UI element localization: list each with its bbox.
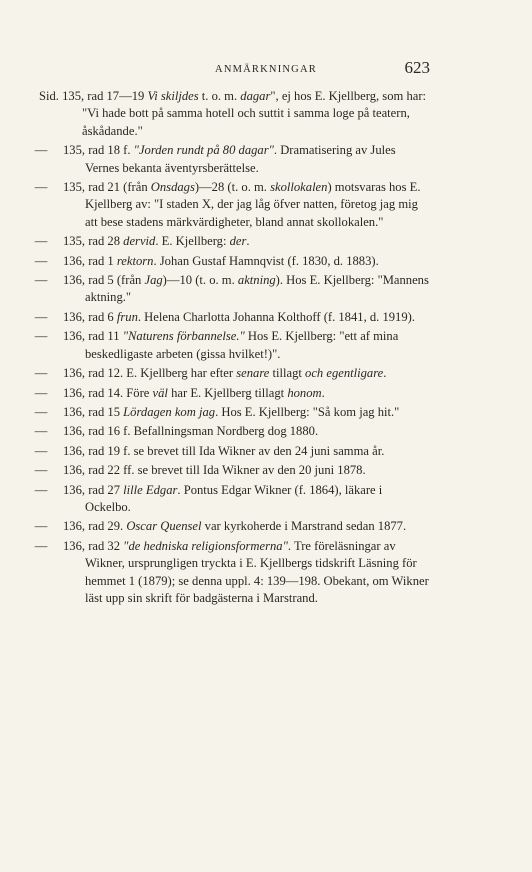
note-entry: — 136, rad 11 "Naturens förbannelse." Hos E. Kjellberg: "ett af mina beskedligaste arbeten (gissa hvilket!)". — [34, 329, 399, 361]
dash-marker: — — [34, 309, 48, 324]
note-entry: — 135, rad 28 dervid. E. Kjellberg: der. — [0, 233, 532, 250]
note-entry: — 136, rad 6 frun. Helena Charlotta Johanna Kolthoff (f. 1841, d. 1919). — [0, 309, 532, 326]
dash-marker: — — [34, 253, 48, 268]
note-entry: — 136, rad 29. Oscar Quensel var kyrkoherde i Marstrand sedan 1877. — [0, 518, 532, 535]
dash-marker: — — [34, 538, 48, 553]
page-number: 623 — [404, 58, 430, 77]
note-entry: Sid. 135, rad 17—19 Vi skiljdes t. o. m. dagar", ej hos E. Kjellberg, som har: "Vi hade bott på samma hotell och suttit i samma loge på teatern, åskådande." — [39, 89, 427, 138]
running-head: ANMÄRKNINGAR — [215, 64, 317, 75]
dash-marker: — — [34, 366, 48, 381]
note-entry: — 135, rad 18 f. "Jorden rundt på 80 dagar". Dramatisering av Jules Vernes bekanta äventyrsberättelse. — [34, 143, 396, 175]
dash-marker: — — [34, 482, 48, 497]
dash-marker: — — [34, 404, 48, 419]
notes-list — [0, 88, 532, 609]
note-entry: — 136, rad 14. Före väl har E. Kjellberg tillagt honom. — [0, 385, 532, 402]
note-entry: — 136, rad 19 f. se brevet till Ida Wikner av den 24 juni samma år. — [0, 443, 532, 460]
dash-marker: — — [34, 180, 48, 195]
dash-marker: — — [34, 234, 48, 249]
dash-marker: — — [34, 329, 48, 344]
dash-marker: — — [34, 463, 48, 478]
page-header — [0, 58, 532, 80]
dash-marker: — — [34, 385, 48, 400]
note-entry: — 136, rad 32 "de hedniska religionsformerna". Tre föreläsningar av Wikner, ursprungligen tryckta i E. Kjellbergs tidskrift Läsning för hemmet 1 (1879); se denna uppl. 4: 139—198. Obekant, om Wikner läst upp sin skrift för badgästerna i Marstrand. — [34, 538, 429, 605]
dash-marker: — — [34, 519, 48, 534]
note-entry: — 135, rad 21 (från Onsdags)—28 (t. o. m. skollokalen) motsvaras hos E. Kjellberg av: "I staden X, der jag låg öfver natten, företog jag mig att bese stadens märkvärdigheter, bland annat skollokalen." — [34, 180, 421, 229]
dash-marker: — — [34, 443, 48, 458]
note-entry: — 136, rad 16 f. Befallningsman Nordberg dog 1880. — [0, 423, 532, 440]
dash-marker: — — [34, 143, 48, 158]
note-entry: — 136, rad 22 ff. se brevet till Ida Wikner av den 20 juni 1878. — [0, 462, 532, 479]
note-entry: — 136, rad 1 rektorn. Johan Gustaf Hamnqvist (f. 1830, d. 1883). — [0, 253, 532, 270]
note-entry: — 136, rad 15 Lördagen kom jag. Hos E. Kjellberg: "Så kom jag hit." — [0, 404, 532, 421]
note-entry: — 136, rad 5 (från Jag)—10 (t. o. m. aktning). Hos E. Kjellberg: "Mannens aktning." — [34, 273, 429, 305]
dash-marker: — — [34, 424, 48, 439]
note-entry: — 136, rad 12. E. Kjellberg har efter senare tillagt och egentligare. — [0, 365, 532, 382]
dash-marker: — — [34, 273, 48, 288]
note-entry: — 136, rad 27 lille Edgar. Pontus Edgar Wikner (f. 1864), läkare i Ockelbo. — [34, 482, 383, 514]
